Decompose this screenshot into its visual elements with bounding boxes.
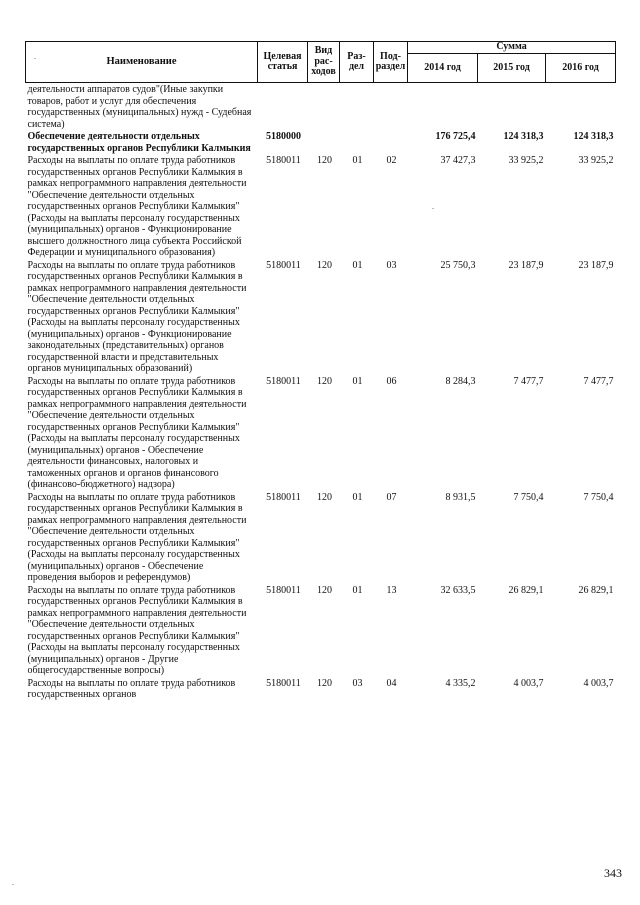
row-y2016 [546, 83, 616, 131]
row-name: Расходы на выплаты по оплате труда работников государственных органов Республики Калмыкия в рамках непрограммного направления деятельности "Обеспечение деятельности отдельных государственных органов Республики Калмыкия"(Расходы на выплаты персоналу государственных (муниципальных) органов - Функционирование высшего должностного лица субъекта Российской Федерации и муниципального образования) [27, 155, 247, 258]
row-name: Расходы на выплаты по оплате труда работников государственных органов [27, 677, 236, 700]
row-y2016: 124 318,3 [573, 131, 614, 142]
row-target: 5180011 [266, 584, 301, 596]
table-row [26, 677, 616, 701]
row-razdel: 01 [352, 259, 363, 271]
row-vid: 120 [317, 677, 332, 689]
row-razdel: 01 [352, 375, 363, 387]
row-y2016: 7 477,7 [583, 375, 614, 387]
table-row [26, 491, 616, 584]
row-y2015: 7 477,7 [513, 375, 544, 387]
row-vid: 120 [317, 155, 332, 166]
table-header [26, 42, 616, 83]
row-y2014: 8 931,5 [445, 491, 476, 503]
row-y2014: 4 335,2 [445, 677, 476, 689]
row-razdel: 01 [352, 155, 363, 166]
table-row-section-total [26, 130, 616, 154]
row-podrazdel: 06 [386, 375, 397, 387]
row-y2015 [478, 83, 546, 131]
row-razdel: 01 [352, 584, 363, 596]
row-vid [308, 83, 340, 131]
row-y2014: 37 427,3 [440, 155, 476, 166]
row-name: деятельности аппаратов судов"(Иные закупки товаров, работ и услуг для обеспечения государственных (муниципальных) нужд - Судебная система) [27, 84, 252, 130]
row-target: 5180011 [266, 259, 301, 271]
row-y2014: 32 633,5 [440, 584, 476, 596]
row-y2016: 7 750,4 [583, 491, 614, 503]
table-row [26, 83, 616, 131]
row-target: 5180011 [266, 491, 301, 503]
scan-speck [12, 884, 14, 885]
row-y2016: 26 829,1 [578, 584, 614, 596]
header-vid: Вид рас-ходов [308, 42, 340, 83]
row-target: 5180011 [266, 677, 301, 689]
table-row [26, 259, 616, 375]
row-y2016: 23 187,9 [578, 259, 614, 271]
row-y2015: 23 187,9 [508, 259, 544, 271]
row-podrazdel: 04 [386, 677, 397, 689]
row-razdel [340, 130, 374, 154]
header-podrazdel: Под-раздел [374, 42, 408, 83]
table-row [26, 584, 616, 677]
row-name: Расходы на выплаты по оплате труда работников государственных органов Республики Калмыкия в рамках непрограммного направления деятельности "Обеспечение деятельности отдельных государственных органов Республики Калмыкия"(Расходы на выплаты персоналу государственных (муниципальных) органов - Обеспечение проведения выборов и референдумов) [27, 491, 247, 583]
row-podrazdel: 02 [386, 155, 397, 166]
row-y2015: 124 318,3 [503, 131, 544, 142]
row-podrazdel: 03 [386, 259, 397, 271]
header-summa: Сумма [408, 42, 616, 54]
row-name: Расходы на выплаты по оплате труда работников государственных органов Республики Калмыкия в рамках непрограммного направления деятельности "Обеспечение деятельности отдельных государственных органов Республики Калмыкия"(Расходы на выплаты персоналу государственных (муниципальных) органов - Обеспечение деятельности финансовых, налоговых и таможенных органов и органов финансового (финансово-бюджетного) надзора) [27, 375, 247, 490]
row-y2015: 7 750,4 [513, 491, 544, 503]
row-target: 5180000 [266, 131, 301, 142]
table-row [26, 375, 616, 491]
row-name: Расходы на выплаты по оплате труда работников государственных органов Республики Калмыкия в рамках непрограммного направления деятельности "Обеспечение деятельности отдельных государственных органов Республики Калмыкия"(Расходы на выплаты персоналу государственных (муниципальных) органов - Функционирование законодательных (представительных) органов государственной власти и представительных органов муниципальных образований) [27, 259, 247, 374]
row-vid: 120 [317, 584, 332, 596]
row-y2016: 4 003,7 [583, 677, 614, 689]
page-number: 343 [604, 866, 622, 880]
row-y2014: 176 725,4 [435, 131, 476, 142]
row-razdel: 03 [352, 677, 363, 689]
row-y2015: 33 925,2 [508, 155, 544, 166]
row-y2015: 26 829,1 [508, 584, 544, 596]
header-year-2014: 2014 год [408, 54, 478, 83]
row-target [258, 83, 308, 131]
row-name: Расходы на выплаты по оплате труда работников государственных органов Республики Калмыкия в рамках непрограммного направления деятельности "Обеспечение деятельности отдельных государственных органов Республики Калмыкия"(Расходы на выплаты персоналу государственных (муниципальных) органов - Другие общегосударственные вопросы) [27, 584, 247, 676]
row-y2016: 33 925,2 [578, 155, 614, 166]
row-target: 5180011 [266, 155, 301, 166]
row-vid: 120 [317, 491, 332, 503]
table-body [26, 83, 616, 701]
row-name: Обеспечение деятельности отдельных государственных органов Республики Калмыкия [27, 131, 251, 154]
row-y2014: 8 284,3 [445, 375, 476, 387]
row-y2014: 25 750,3 [440, 259, 476, 271]
row-podrazdel: 13 [386, 584, 397, 596]
table-row [26, 154, 616, 259]
header-name: Наименование [26, 42, 258, 83]
row-vid [308, 130, 340, 154]
row-vid: 120 [317, 259, 332, 271]
header-target: Целевая статья [258, 42, 308, 83]
row-podrazdel [374, 83, 408, 131]
row-razdel [340, 83, 374, 131]
header-year-2015: 2015 год [478, 54, 546, 83]
header-razdel: Раз-дел [340, 42, 374, 83]
budget-table [25, 41, 616, 701]
row-y2014 [408, 83, 478, 131]
row-y2015: 4 003,7 [513, 677, 544, 689]
row-podrazdel: 07 [386, 491, 397, 503]
row-podrazdel [374, 130, 408, 154]
row-vid: 120 [317, 375, 332, 387]
row-target: 5180011 [266, 375, 301, 387]
header-year-2016: 2016 год [546, 54, 616, 83]
row-razdel: 01 [352, 491, 363, 503]
